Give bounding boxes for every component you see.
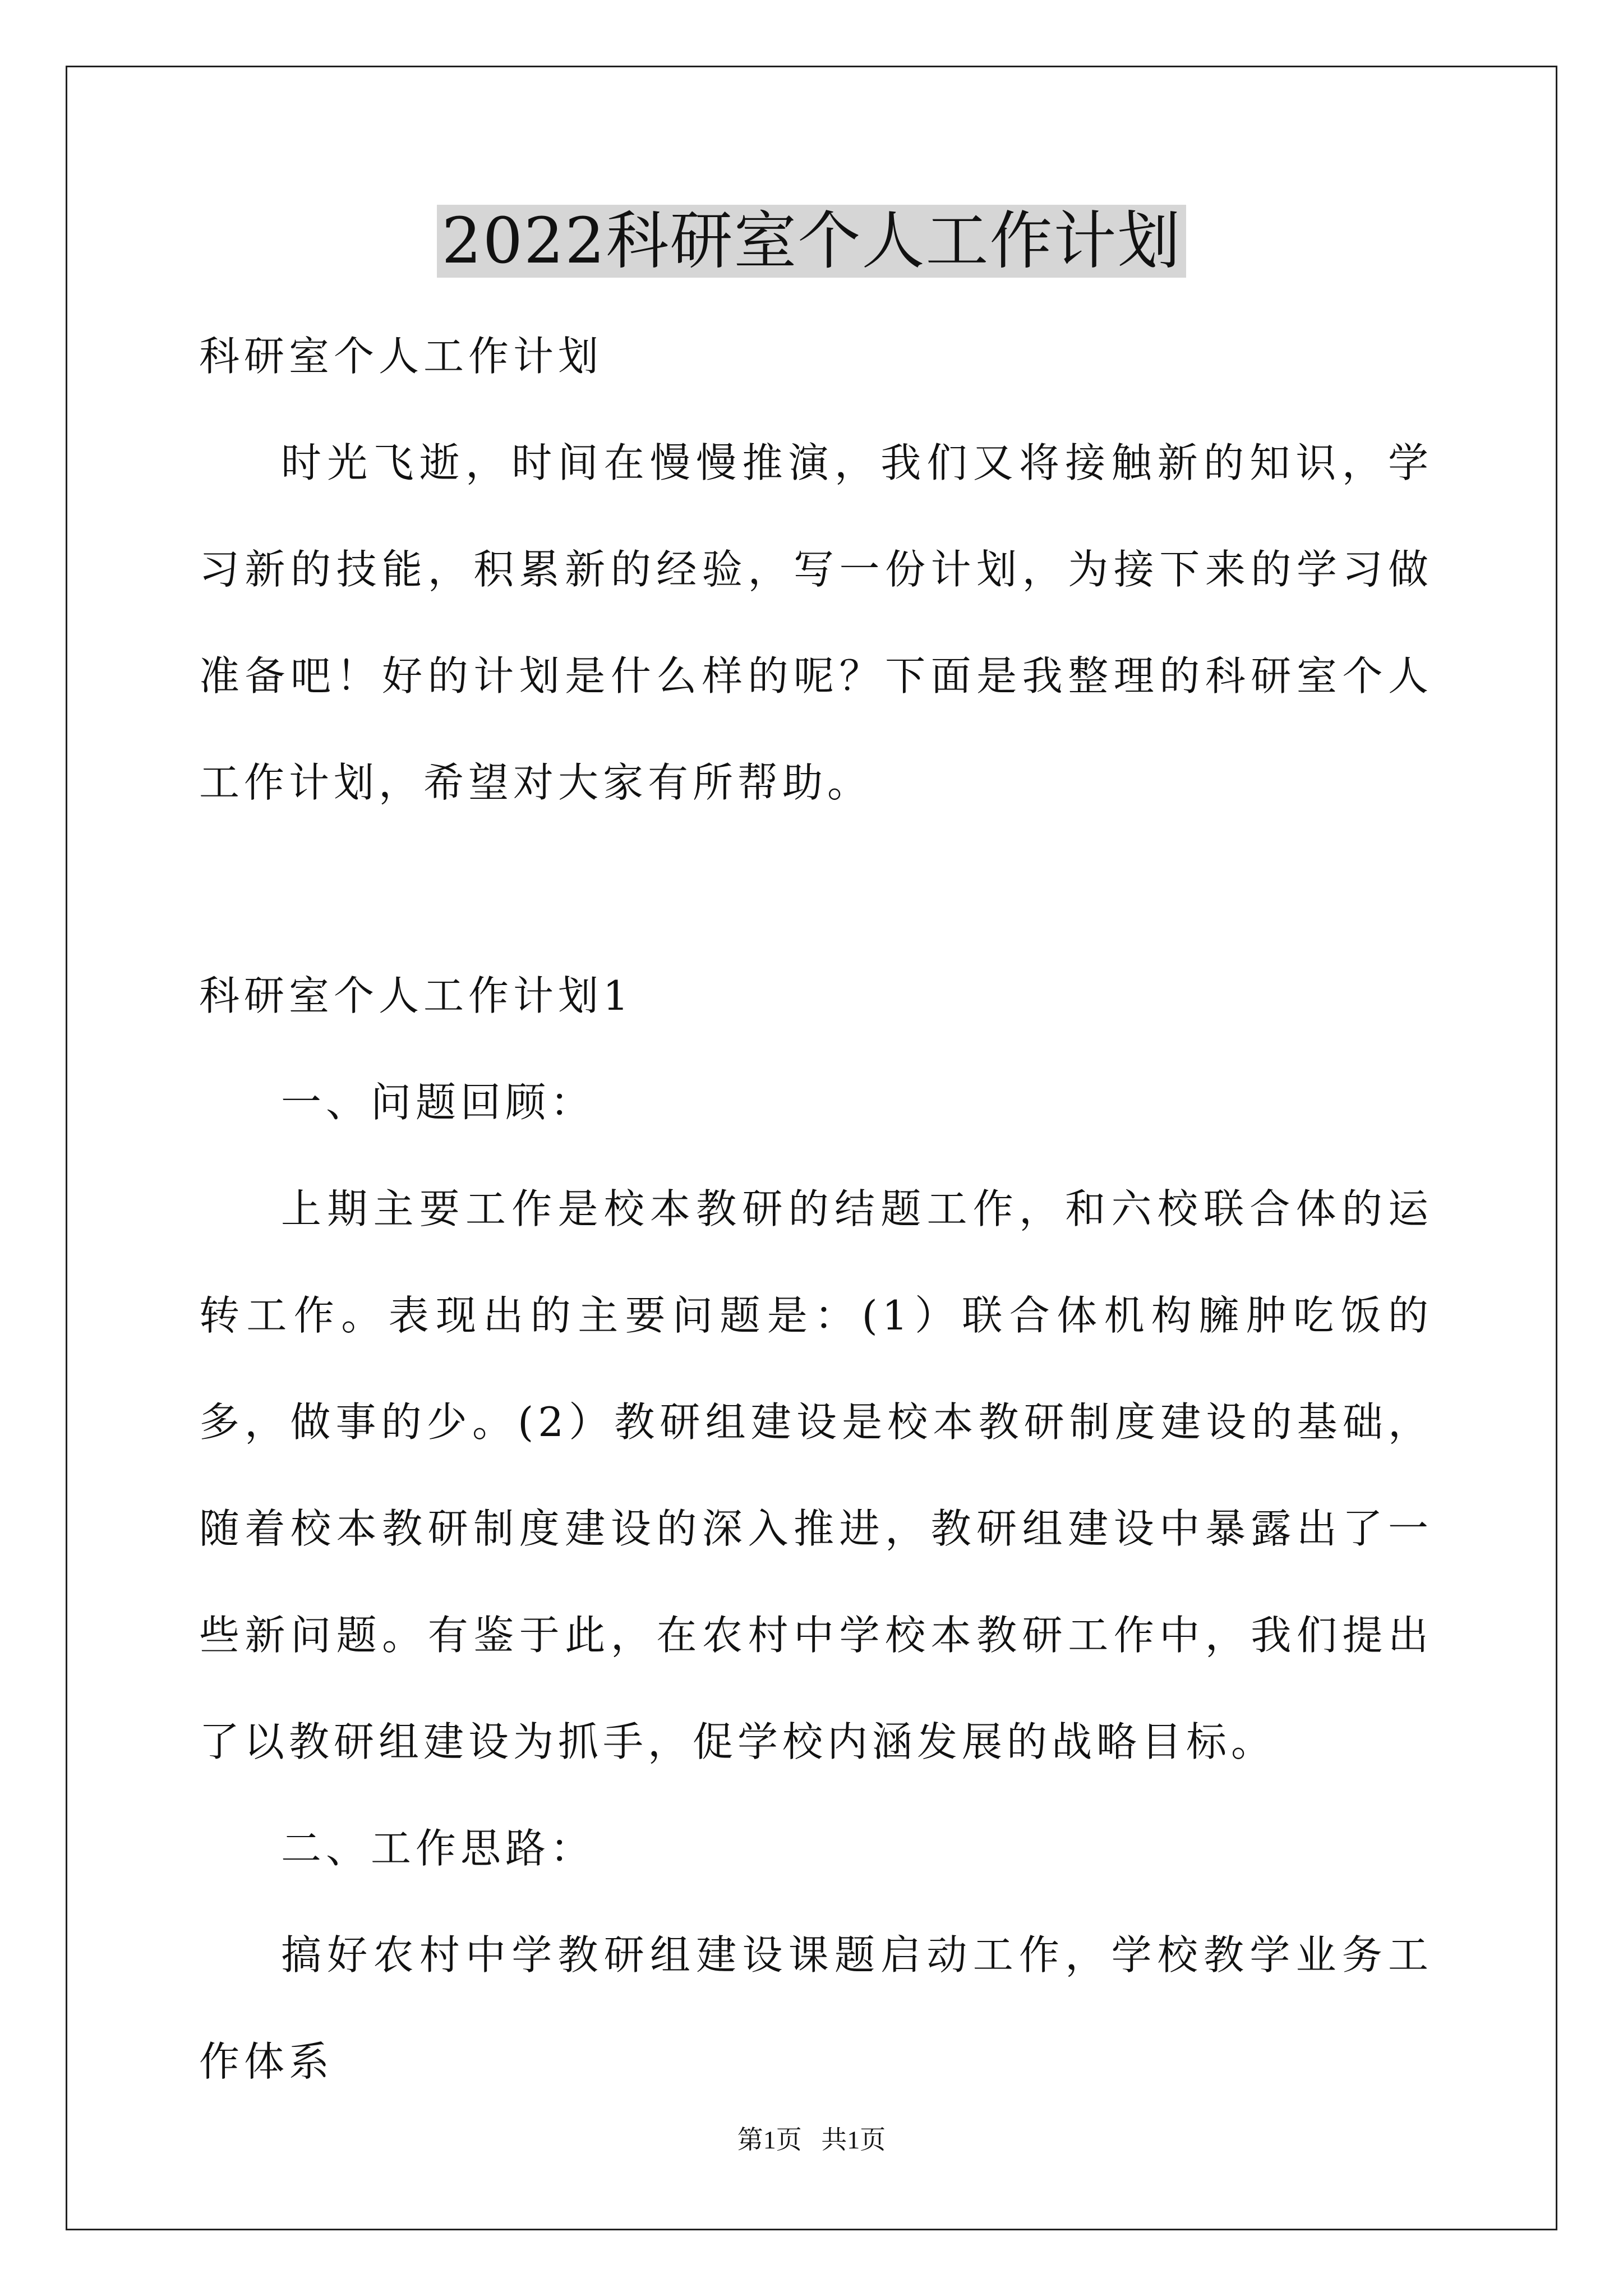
problem-review-paragraph: 上期主要工作是校本教研的结题工作，和六校联合体的运转工作。表现出的主要问题是：(1）联合体机构臃肿吃饭的多，做事的少。(2）教研组建设是校本教研制度建设的基础，随着校本教研制度建设的深入推进，教研组建设中暴露出了一些新问题。有鉴于此，在农村中学校本教研工作中，我们提出了以教研组建设为抓手，促学校内涵发展的战略目标。 [199, 1185, 1433, 1765]
document-title [0, 199, 1623, 283]
intro-paragraph: 时光飞逝，时间在慢慢推演，我们又将接触新的知识，学习新的技能，积累新的经验，写一份计划，为接下来的学习做准备吧！好的计划是什么样的呢？下面是我整理的科研室个人工作计划，希望对大家有所帮助。 [199, 439, 1433, 806]
work-approach-paragraph: 搞好农村中学教研组建设课题启动工作，学校教学业务工作体系 [199, 1931, 1433, 2085]
section-heading: 科研室个人工作计划1 [199, 972, 633, 1019]
subtitle-paragraph: 科研室个人工作计划 [199, 333, 603, 380]
work-approach-heading: 二、工作思路： [281, 1825, 596, 1872]
document-title-text: 2022科研室个人工作计划 [437, 205, 1186, 278]
document-body [199, 303, 1433, 2115]
page-footer: 第1页 共1页 [737, 2125, 886, 2154]
problem-review-heading: 一、问题回顾： [281, 1079, 596, 1126]
